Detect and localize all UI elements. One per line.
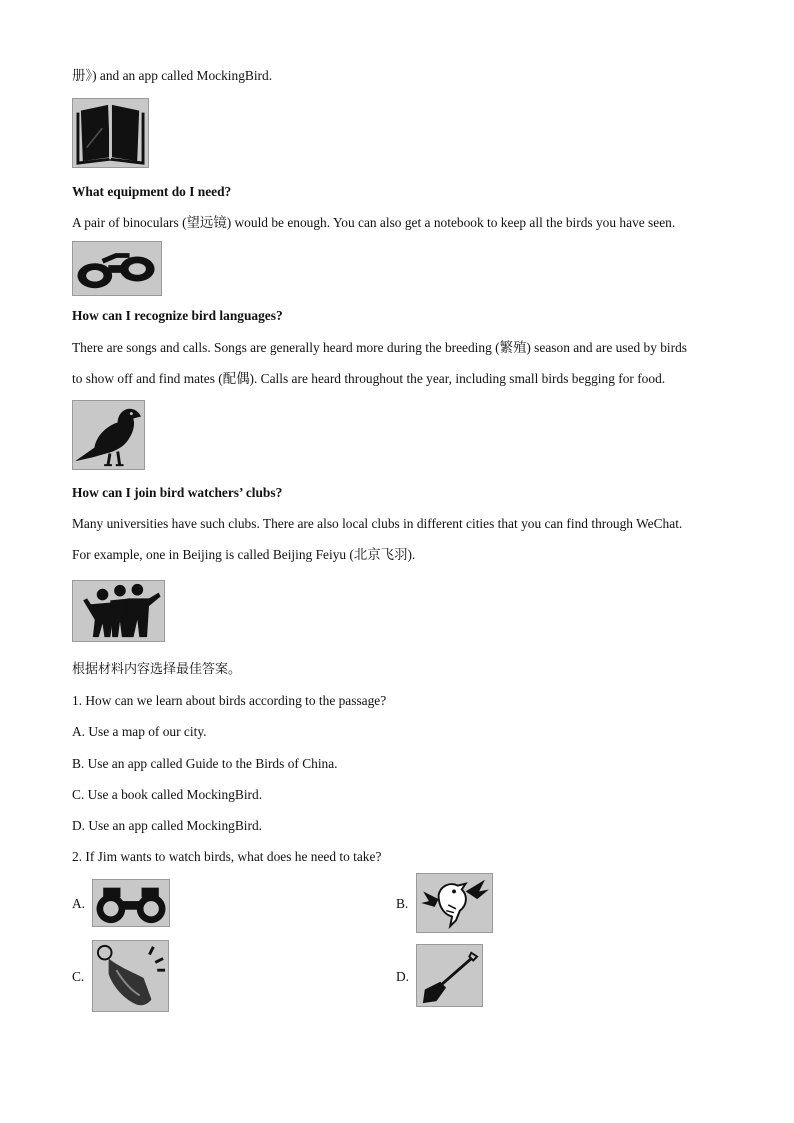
answer-language-line-2: to show off and find mates (配偶). Calls are heard throughout the year, including small birds begging for food. bbox=[72, 371, 666, 386]
question-language-heading: How can I recognize bird languages? bbox=[72, 308, 283, 323]
question-clubs-heading: How can I join bird watchers’ clubs? bbox=[72, 485, 283, 500]
q1-option-c[interactable]: C. Use a book called MockingBird. bbox=[72, 787, 263, 802]
answer-language-line-1: There are songs and calls. Songs are generally heard more during the breeding (繁殖) season and are used by birds bbox=[72, 340, 688, 355]
answer-clubs-line-1: Many universities have such clubs. There are also local clubs in different cities that you can find through WeChat. bbox=[72, 516, 683, 531]
q2-option-b-label[interactable]: B. bbox=[396, 896, 409, 911]
q2-option-a-label[interactable]: A. bbox=[72, 896, 86, 911]
question-equipment-heading: What equipment do I need? bbox=[72, 184, 232, 199]
crow-icon bbox=[72, 400, 145, 470]
q2-option-c-whistle-icon[interactable] bbox=[92, 940, 169, 1012]
q2-option-a-binoculars-icon[interactable] bbox=[92, 879, 170, 927]
answer-equipment: A pair of binoculars (望远镜) would be enough. You can also get a notebook to keep all the birds you have seen. bbox=[72, 215, 676, 230]
book-icon bbox=[72, 98, 149, 168]
q1-option-d[interactable]: D. Use an app called MockingBird. bbox=[72, 818, 263, 833]
q1-stem: 1. How can we learn about birds according to the passage? bbox=[72, 693, 387, 708]
answer-clubs-line-2: For example, one in Beijing is called Beijing Feiyu (北京飞羽). bbox=[72, 547, 416, 562]
passage-line-top: 册》) and an app called MockingBird. bbox=[72, 68, 273, 83]
instruction-text: 根据材料内容选择最佳答案。 bbox=[72, 662, 242, 677]
q2-option-d-shovel-icon[interactable] bbox=[416, 944, 483, 1007]
q1-option-a[interactable]: A. Use a map of our city. bbox=[72, 724, 207, 739]
q2-option-d-label[interactable]: D. bbox=[396, 969, 410, 984]
q2-option-b-bird-icon[interactable] bbox=[416, 873, 493, 933]
people-group-icon bbox=[72, 580, 165, 642]
q2-option-c-label[interactable]: C. bbox=[72, 969, 85, 984]
q1-option-b[interactable]: B. Use an app called Guide to the Birds of China. bbox=[72, 756, 338, 771]
q2-stem: 2. If Jim wants to watch birds, what does he need to take? bbox=[72, 849, 382, 864]
binoculars-icon bbox=[72, 241, 162, 296]
